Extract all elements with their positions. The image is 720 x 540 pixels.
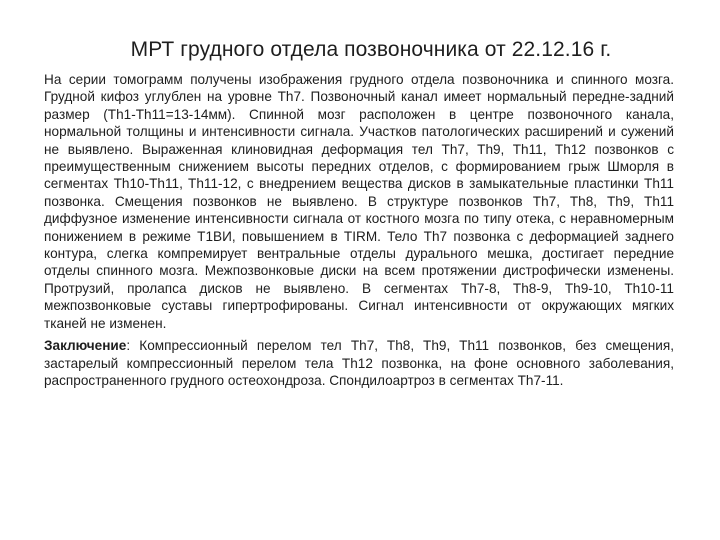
- conclusion-label: Заключение: [44, 338, 127, 354]
- findings-paragraph: На серии томограмм получены изображения грудного отдела позвоночника и спинного мозга. Грудной кифоз углублен на уровне Th7. Позвоночный канал имеет нормальный передне-задний размер (Th1-Th11=13-14мм). Спинной мозг расположен в центре позвоночного канала, нормальной толщины и интенсивности сигнала. Участков патологических расширений и сужений не выявлено. Выраженная клиновидная деформация тел Th7, Th9, Th11, Th12 позвонков с преимущественным снижением высоты передних отделов, с формированием грыж Шморля в сегментах Th10-Th11, Th11-12, с внедрением вещества дисков в замыкательные пластинки Th11 позвонка. Смещения позвонков не выявлено. В структуре позвонков Th7, Th8, Th9, Th11 диффузное изменение интенсивности сигнала от костного мозга по типу отека, с неравномерным понижением в режиме Т1ВИ, повышением в TIRM. Тело Th7 позвонка с деформацией заднего контура, слегка компремирует вентральные отделы дурального мешка, достигает передние отделы спинного мозга. Межпозвонковые диски на всем протяжении дистрофически изменены. Протрузий, пролапса дисков не выявлено. В сегментах Th7-8, Th8-9, Th9-10, Th10-11 межпозвонковые суставы гипертрофированы. Сигнал интенсивности от окружающих мягких тканей не изменен.: [44, 72, 674, 331]
- slide-title: МРТ грудного отдела позвоночника от 22.12.16 г.: [130, 38, 612, 61]
- conclusion-text: : Компрессионный перелом тел Th7, Th8, Th9, Th11 позвонков, без смещения, застарелый компрессионный перелом тела Th12 позвонка, на фоне основного заболевания, распространенного грудного остеохондроза. Спондилоартроз в сегментах Th7-11.: [44, 338, 674, 388]
- conclusion-paragraph: [44, 337, 674, 389]
- report-body: [44, 71, 674, 389]
